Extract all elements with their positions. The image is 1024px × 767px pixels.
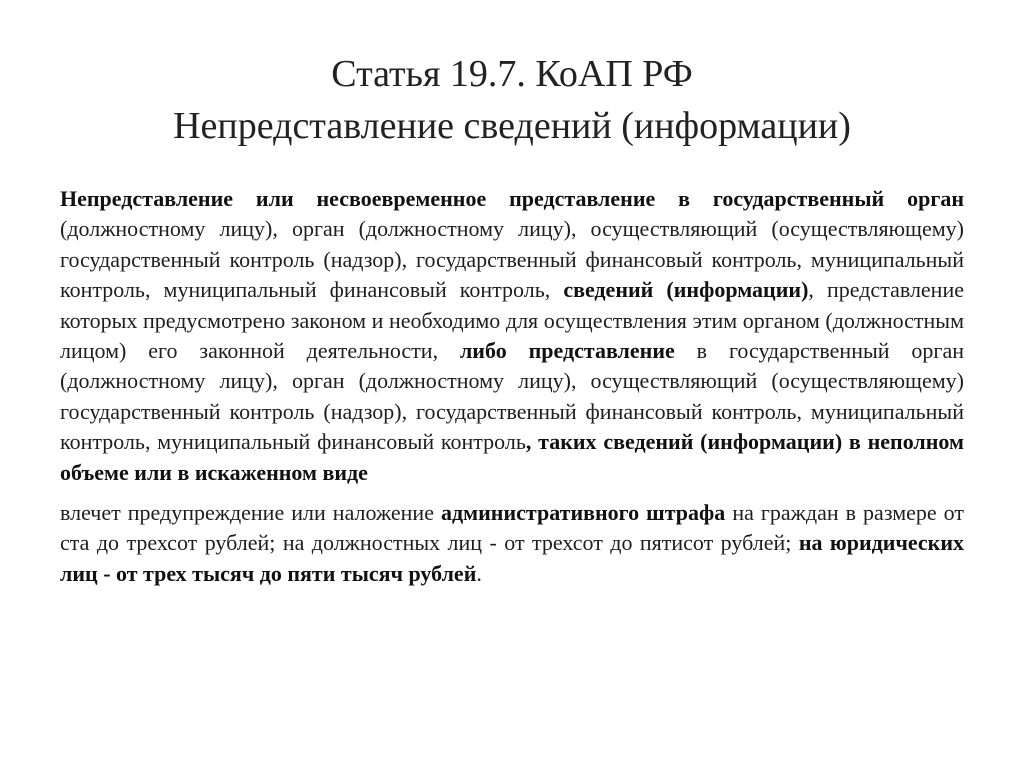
text-segment: административного штрафа bbox=[441, 500, 726, 526]
text-segment: на юридических лиц - от трех тысяч до пяти тысяч рублей bbox=[60, 530, 965, 586]
text-segment: , таких сведений (информации) в неполном объеме или в искаженном виде bbox=[60, 429, 964, 485]
article-text bbox=[60, 184, 964, 589]
title-line-article: Статья 19.7. КоАП РФ bbox=[331, 53, 693, 95]
text-segment: , представление которых предусмотрено законом и необходимо для осуществления этим органом (должностным лицом) его законной деятельности, bbox=[60, 277, 964, 364]
text-segment: в государственный орган (должностному лицу), орган (должностному лицу), осуществляющий (осуществляющему) государственный контроль (надзор), государственный финансовый контроль, муниципальный контроль, муниципальный финансовый контроль bbox=[60, 338, 964, 455]
text-segment: . bbox=[476, 560, 482, 586]
text-segment: на граждан в размере от ста до трехсот рублей; на должностных лиц - от трехсот до пятисот рублей; bbox=[60, 500, 965, 556]
text-segment: Непредставление или несвоевременное представление в государственный орган bbox=[60, 186, 964, 211]
penalty-paragraph bbox=[60, 498, 964, 589]
text-segment: влечет предупреждение или наложение bbox=[60, 500, 441, 526]
text-segment: сведений (информации) bbox=[563, 277, 809, 303]
offense-paragraph bbox=[60, 184, 964, 488]
title-line-heading: Непредставление сведений (информации) bbox=[173, 105, 851, 147]
slide-title bbox=[0, 48, 1024, 152]
text-segment: либо представление bbox=[459, 338, 675, 364]
text-segment: (должностному лицу), орган (должностному лицу), осуществляющий (осуществляющему) государственный контроль (надзор), государственный финансовый контроль, муниципальный контроль, муниципальный финансовый контроль, bbox=[60, 216, 964, 303]
